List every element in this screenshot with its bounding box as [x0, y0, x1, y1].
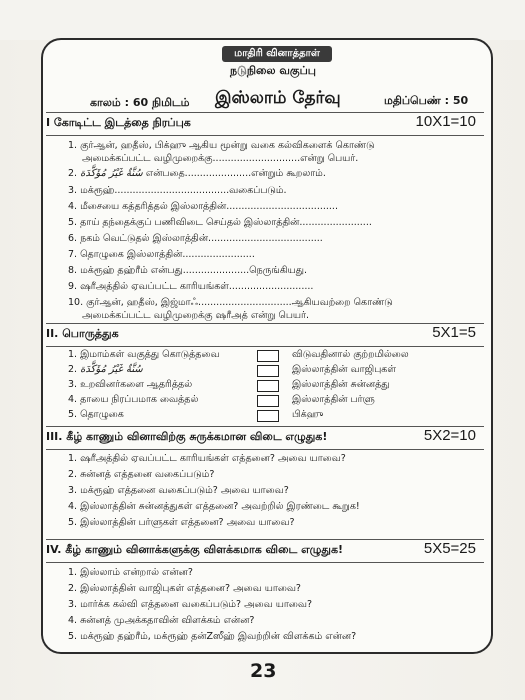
match-right-3: இஸ்லாத்தின் சுன்னத்து — [292, 379, 390, 390]
match-right-5: பிக்ஹு — [292, 409, 324, 420]
section-3-score: 5X2=10 — [423, 427, 476, 444]
q1-item-4: 4. மீசையை கத்தரித்தல் இஸ்லாத்தின்..................................... — [68, 201, 338, 212]
match-box-3[interactable] — [257, 380, 279, 392]
match-box-1[interactable] — [257, 350, 279, 362]
q1-item-10-line2: அமைக்கப்பட்ட வழிமுறைக்கு ஷரீஅத் என்று பெயர். — [82, 310, 310, 321]
section-1-header — [46, 112, 484, 136]
q1-item-5: 5. தாய் தந்தைக்குப் பணிவிடை செய்தல் இஸ்லாத்தின்........................ — [68, 217, 372, 228]
match-box-5[interactable] — [257, 410, 279, 422]
page-number: 23 — [250, 660, 277, 682]
q1-item-3: 3. மக்ரூஹ்......................................வகைப்படும். — [68, 185, 287, 196]
q3-item-1: 1. ஷரீஅத்தில் ஏவப்பட்ட காரியங்கள் எத்தனை? அவை யாவை? — [68, 453, 346, 464]
match-right-1: விடுவதினால் குற்றமில்லை — [292, 349, 409, 360]
match-right-4: இஸ்லாத்தின் பர்ளு — [292, 394, 375, 405]
q1-item-8: 8. மக்ரூஹ் தஹ்ரீம் என்பது......................நெருங்கியது. — [68, 265, 307, 276]
exam-badge: மாதிரி வினாத்தாள் — [222, 46, 332, 62]
q3-item-4: 4. இஸ்லாத்தின் சுன்னத்துகள் எத்தனை? அவற்றில் இரண்டை கூறுக! — [68, 501, 360, 512]
q4-item-1: 1. இஸ்லாம் என்றால் என்ன? — [68, 567, 193, 578]
q3-item-5: 5. இஸ்லாத்தின் பர்ளுகள் எத்தனை? அவை யாவை? — [68, 517, 295, 528]
section-4-score: 5X5=25 — [423, 540, 476, 557]
arabic-phrase-match: سُنَّةٌ غَيْرُ مُؤَكَّدَة — [80, 364, 143, 375]
match-left-2: 2. سُنَّةٌ غَيْرُ مُؤَكَّدَة — [68, 364, 143, 375]
q4-item-2: 2. இஸ்லாத்தின் வாஜிபுகள் எத்தனை? அவை யாவை? — [68, 583, 301, 594]
q4-item-5: 5. மக்ரூஹ் தஹ்ரீம், மக்ரூஹ் தன்Zஸீஹ் இவற்றின் விளக்கம் என்ன? — [68, 631, 357, 642]
q1-item-10: 10. குர்ஆன், ஹதீஸ், இஜ்மாஃ...............................ஆகியவற்றை கொண்டு — [68, 297, 393, 308]
section-3-label: III. கீழ் காணும் வினாவிற்கு சுருக்கமான விடை எழுதுக! — [46, 430, 328, 443]
match-box-4[interactable] — [257, 395, 279, 407]
q1-item-2: 2. سُنَّةٌ غَيْرُ مُؤَكَّدَة என்பதை......................என்றும் கூறலாம். — [68, 168, 326, 179]
q3-item-3: 3. மக்ரூஹ் எத்தனை வகைப்படும்? அவை யாவை? — [68, 485, 289, 496]
exam-title: இஸ்லாம் தேர்வு — [215, 88, 341, 108]
section-1-label: I கோடிட்ட இடத்தை நிரப்புக — [46, 116, 191, 129]
q1-item-9: 9. ஷரீஅத்தில் ஏவப்பட்ட காரியங்கள்............................ — [68, 281, 314, 292]
section-2-label: II. பொருத்துக — [46, 327, 119, 340]
section-2-score: 5X1=5 — [432, 324, 476, 341]
class-level: நடுநிலை வகுப்பு — [230, 64, 316, 77]
match-left-3: 3. உறவினர்களை ஆதரித்தல் — [68, 379, 193, 390]
match-left-5: 5. தொழுகை — [68, 409, 124, 420]
q4-item-4: 4. சுன்னத் முஅக்கதாவின் விளக்கம் என்ன? — [68, 615, 255, 626]
q1-item-1-line2: அமைக்கப்பட்ட வழிமுறைக்கு.............................என்று பெயர். — [82, 153, 359, 164]
match-left-4: 4. தாயை நிரப்பமாக வைத்தல் — [68, 394, 199, 405]
section-3-header — [46, 426, 484, 450]
q4-item-3: 3. மார்க்க கல்வி எத்தனை வகைப்படும்? அவை யாவை? — [68, 599, 313, 610]
exam-marks: மதிப்பெண் : 50 — [384, 94, 469, 107]
match-box-2[interactable] — [257, 365, 279, 377]
exam-time: காலம் : 60 நிமிடம் — [90, 96, 190, 109]
q1-item-7: 7. தொழுகை இஸ்லாத்தின்........................ — [68, 249, 255, 260]
match-right-2: இஸ்லாத்தின் வாஜிபுகள் — [292, 364, 396, 375]
section-4-header — [46, 539, 484, 563]
arabic-phrase: سُنَّةٌ غَيْرُ مُؤَكَّدَة — [80, 168, 143, 179]
q1-item-1: 1. குர்ஆன், ஹதீஸ், பிக்ஹு ஆகிய மூன்று வகை கல்விகளைக் கொண்டு — [68, 140, 375, 151]
match-left-1: 1. இமாம்கள் வகுத்து கொடுத்தவை — [68, 349, 220, 360]
section-2-header — [46, 323, 484, 347]
q1-item-6: 6. நகம் வெட்டுதல் இஸ்லாத்தின்...................................... — [68, 233, 323, 244]
section-4-label: IV. கீழ் காணும் வினாக்களுக்கு விளக்கமாக விடை எழுதுக! — [46, 543, 343, 556]
q3-item-2: 2. சுன்னத் எத்தனை வகைப்படும்? — [68, 469, 215, 480]
section-1-score: 10X1=10 — [415, 113, 476, 130]
